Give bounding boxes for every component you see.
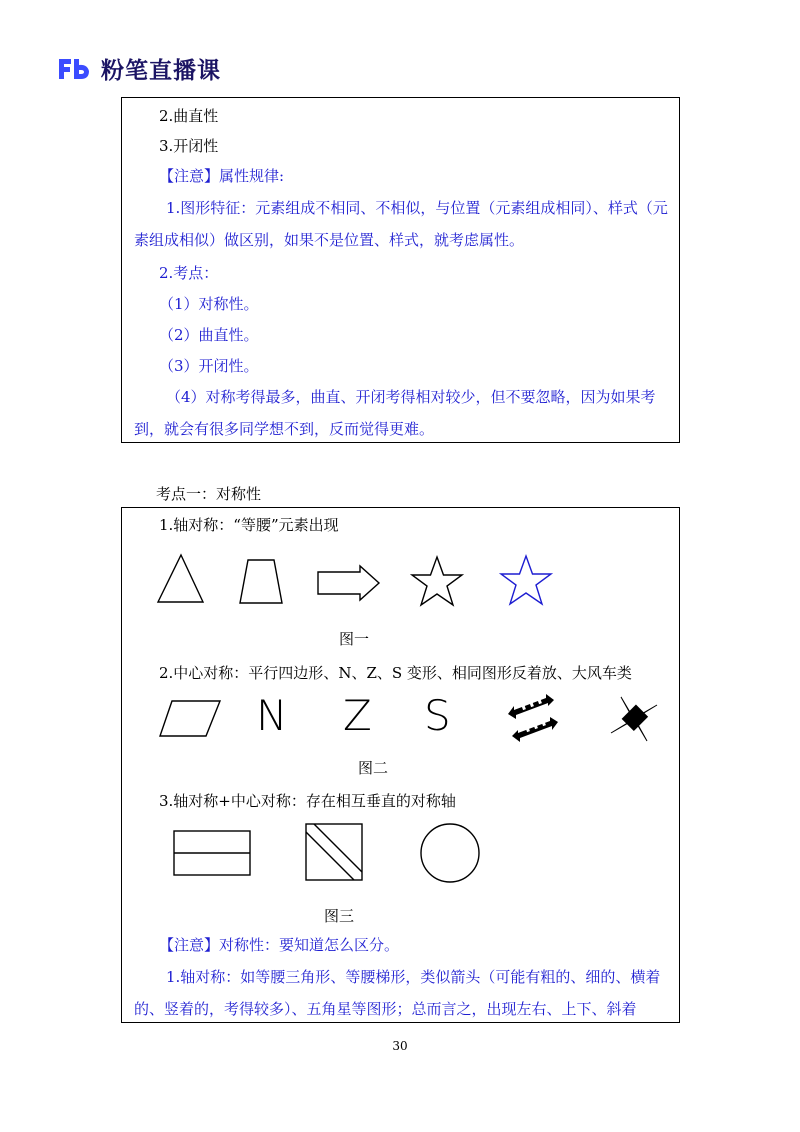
- note-title: 属性规律:: [219, 167, 285, 185]
- note-point-curvature: （2）曲直性。: [159, 326, 259, 344]
- heading-axial-symmetry: 1.轴对称：“等腰”元素出现: [159, 516, 339, 534]
- windmill-figure: [609, 695, 659, 743]
- figure-1-caption: 图一: [339, 630, 370, 648]
- logo-text: 粉笔直播课: [101, 58, 221, 84]
- square-diagonal-band-figure: [304, 822, 364, 882]
- parallelogram-figure: [158, 699, 222, 739]
- star-outline-figure: [408, 554, 466, 610]
- heading-central-symmetry: 2.中心对称：平行四边形、N、Z、S 变形、相同图形反着放、大风车类: [159, 664, 632, 682]
- isosceles-trapezoid-figure: [236, 558, 286, 606]
- divided-rectangle-figure: [172, 829, 252, 877]
- note-exam-points: 2.考点：: [159, 264, 219, 282]
- note-point-open-closed: （3）开闭性。: [159, 357, 259, 375]
- letter-s-figure: S: [424, 691, 451, 740]
- note-heading-2: [159, 935, 399, 955]
- note-label-2: 【注意】: [159, 936, 220, 954]
- letter-z-figure: Z: [343, 691, 372, 740]
- page-number: 30: [392, 1039, 408, 1053]
- brand-logo: [57, 52, 221, 85]
- note-point-symmetry: （1）对称性。: [159, 295, 259, 313]
- note-title-2: 对称性：要知道怎么区分。: [219, 936, 400, 954]
- section-title: 考点一：对称性: [156, 485, 262, 503]
- reversed-arrows-figure: [504, 694, 562, 742]
- note-paragraph-features: 1.图形特征：元素组成不相同、不相似，与位置（元素组成相同）、样式（元素组成相似）做区别，如果不是位置、样式，就考虑属性。: [134, 199, 668, 249]
- note-label: 【注意】: [159, 167, 220, 185]
- note-paragraph-frequency: （4）对称考得最多，曲直、开闭考得相对较少，但不要忽略，因为如果考到，就会有很多同学想不到，反而觉得更难。: [134, 388, 656, 438]
- line-curvature: 2.曲直性: [159, 107, 219, 125]
- notes-box-1: [121, 97, 680, 443]
- figure-2-caption: 图二: [358, 759, 389, 777]
- circle-figure: [418, 821, 482, 885]
- line-open-closed: 3.开闭性: [159, 137, 219, 155]
- note-heading: [159, 166, 284, 186]
- star-blue-figure: [497, 553, 555, 609]
- figure-3-caption: 图三: [324, 907, 355, 925]
- heading-axial-central-symmetry: 3.轴对称+中心对称：存在相互垂直的对称轴: [159, 792, 456, 810]
- note-paragraph-axial: 1.轴对称：如等腰三角形、等腰梯形，类似箭头（可能有粗的、细的、横着的、竖着的，考得较多）、五角星等图形；总而言之，出现左右、上下、斜着: [134, 968, 661, 1018]
- isosceles-triangle-figure: [156, 553, 206, 605]
- letter-n-figure: N: [256, 691, 288, 740]
- arrow-figure: [316, 564, 382, 602]
- notes-box-2: [121, 507, 680, 1023]
- fenbi-logo-icon: [57, 56, 93, 82]
